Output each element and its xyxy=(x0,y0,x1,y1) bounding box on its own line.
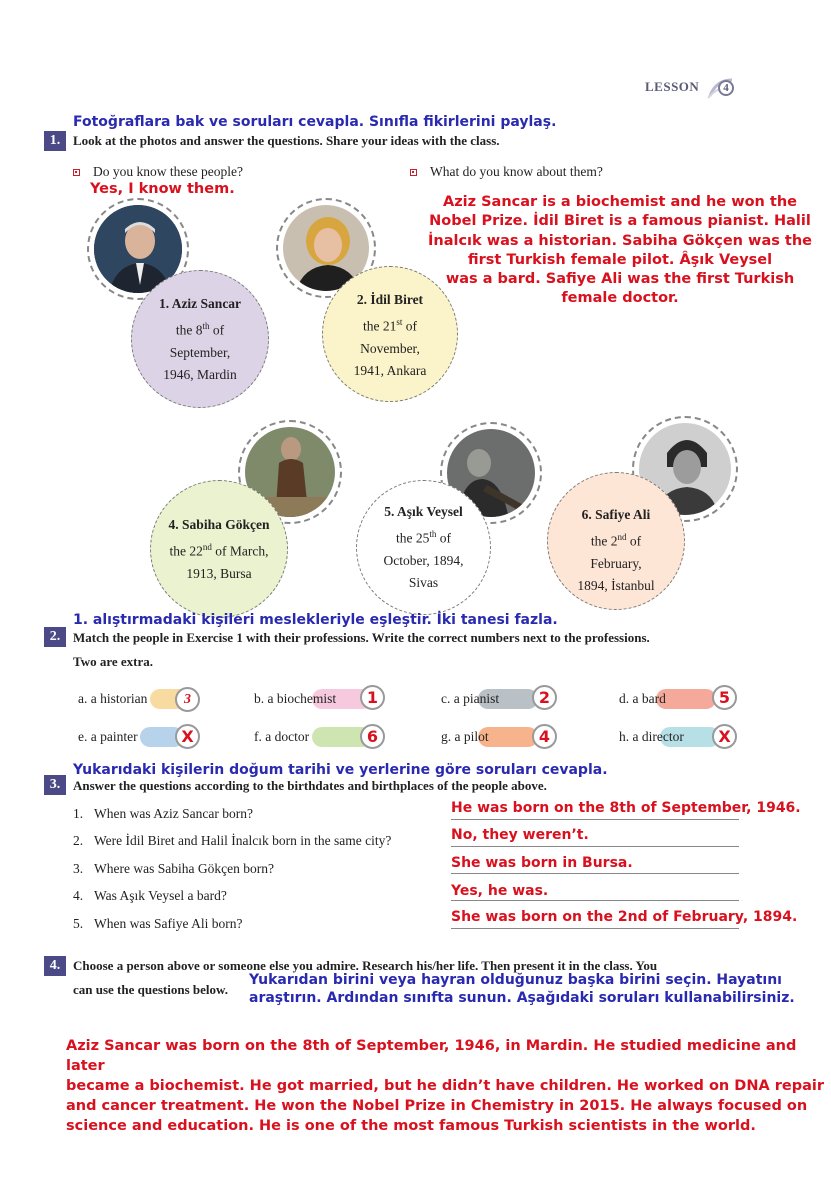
ex2-instruction-line1: Match the people in Exercise 1 with their professions. Write the correct numbers next to the professions. xyxy=(73,630,650,645)
match-answer-pilot[interactable]: 4 xyxy=(532,724,557,749)
ex3-question-number: 4. xyxy=(73,888,84,903)
ex4-instruction-line1: Choose a person above or someone else you admire. Research his/her life. Then present it in the class. You xyxy=(73,958,658,973)
ex3-question-2: Were İdil Biret and Halil İnalcık born in the same city? xyxy=(94,833,392,848)
ex2-turkish-instruction: 1. alıştırmadaki kişileri meslekleriyle eşleştir. İki tanesi fazla. xyxy=(73,612,558,628)
info-circle-safiye-ali: 6. Safiye Ali the 2nd of February, 1894, İstanbul xyxy=(547,472,685,610)
ex1-turkish-instruction: Fotoğraflara bak ve soruları cevapla. Sınıfla fikirlerini paylaş. xyxy=(73,114,557,130)
answer-line xyxy=(451,900,739,901)
ex3-question-4: Was Aşık Veysel a bard? xyxy=(94,888,227,903)
ex3-answer-5[interactable]: She was born on the 2nd of February, 1894. xyxy=(451,909,798,925)
ex4-answer-paragraph: Aziz Sancar was born on the 8th of September, 1946, in Mardin. He studied medicine and later became a biochemist. He got married, but he didn’t have children. He worked on DNA repair and cancer treatment. He won the Nobel Prize in Chemistry in 2015. He always focused on science and education. He is one of the most famous Turkish scientists in the world. xyxy=(66,1038,825,1134)
answer-line xyxy=(451,846,739,847)
ex4-number-badge: 4. xyxy=(44,956,66,976)
match-answer-bard[interactable]: 5 xyxy=(712,685,737,710)
bullet-icon xyxy=(410,169,417,176)
match-label-pilot: g. a pilot xyxy=(441,729,489,744)
match-label-biochemist: b. a biochemist xyxy=(254,691,337,706)
ex3-answer-3[interactable]: She was born in Bursa. xyxy=(451,855,633,871)
ex3-question-5: When was Safiye Ali born? xyxy=(94,916,243,931)
ex4-turkish-line2: araştırın. Ardından sınıfta sunun. Aşağıdaki soruları kullanabilirsiniz. xyxy=(249,990,795,1006)
ex3-question-number: 2. xyxy=(73,833,84,848)
ex3-answer-2[interactable]: No, they weren’t. xyxy=(451,827,589,843)
ex4-turkish-line1: Yukarıdan birini veya hayran olduğunuz başka birini seçin. Hayatını xyxy=(249,972,782,988)
ex1-question-1: Do you know these people? xyxy=(93,164,243,179)
ex3-number-badge: 3. xyxy=(44,775,66,795)
match-label-director: h. a director xyxy=(619,729,684,744)
match-label-historian: a. a historian xyxy=(78,691,148,706)
ex3-question-1: When was Aziz Sancar born? xyxy=(94,806,253,821)
match-label-painter: e. a painter xyxy=(78,729,138,744)
match-label-pianist: c. a pianist xyxy=(441,691,500,706)
answer-line xyxy=(451,819,739,820)
match-label-doctor: f. a doctor xyxy=(254,729,310,744)
info-circle-aziz-sancar: 1. Aziz Sancar the 8th of September, 1946, Mardin xyxy=(131,270,269,408)
ex3-question-number: 1. xyxy=(73,806,84,821)
match-answer-doctor[interactable]: 6 xyxy=(360,724,385,749)
answer-line xyxy=(451,928,739,929)
ex3-turkish-instruction: Yukarıdaki kişilerin doğum tarihi ve yerlerine göre soruları cevapla. xyxy=(73,762,608,778)
ex1-question-2: What do you know about them? xyxy=(430,164,603,179)
info-circle-asik-veysel: 5. Aşık Veysel the 25th of October, 1894, Sivas xyxy=(356,480,491,615)
ex3-question-number: 5. xyxy=(73,916,84,931)
ex1-answer-2: Aziz Sancar is a biochemist and he won the Nobel Prize. İdil Biret is a famous pianist. Halil İnalcık was a historian. Sabiha Gökçen was the first Turkish female pilot. Âşık Veysel was a bard. Safiye Ali was the first Turkish female doctor. xyxy=(427,194,812,307)
answer-line xyxy=(451,873,739,874)
ex4-instruction-line2: can use the questions below. xyxy=(73,982,228,997)
info-circle-sabiha-gokcen: 4. Sabiha Gökçen the 22nd of March, 1913, Bursa xyxy=(150,480,288,618)
ex1-number-badge: 1. xyxy=(44,131,66,151)
match-answer-painter[interactable]: X xyxy=(175,724,200,749)
bullet-icon xyxy=(73,169,80,176)
lesson-number: 4 xyxy=(718,80,734,96)
info-circle-idil-biret: 2. İdil Biret the 21st of November, 1941, Ankara xyxy=(322,266,458,402)
ex2-instruction-line2: Two are extra. xyxy=(73,654,154,669)
ex1-answer-1: Yes, I know them. xyxy=(90,181,235,197)
match-label-bard: d. a bard xyxy=(619,691,666,706)
ex3-answer-4[interactable]: Yes, he was. xyxy=(451,883,549,899)
ex3-instruction: Answer the questions according to the birthdates and birthplaces of the people above. xyxy=(73,778,547,793)
ex3-question-3: Where was Sabiha Gökçen born? xyxy=(94,861,274,876)
match-answer-biochemist[interactable]: 1 xyxy=(360,685,385,710)
match-answer-pianist[interactable]: 2 xyxy=(532,685,557,710)
lesson-label: LESSON xyxy=(645,79,700,94)
ex1-instruction: Look at the photos and answer the questions. Share your ideas with the class. xyxy=(73,133,500,148)
ex3-question-number: 3. xyxy=(73,861,84,876)
ex2-number-badge: 2. xyxy=(44,627,66,647)
ex3-answer-1[interactable]: He was born on the 8th of September, 1946. xyxy=(451,800,801,816)
match-answer-director[interactable]: X xyxy=(712,724,737,749)
match-answer-historian[interactable]: 3 xyxy=(175,687,200,712)
